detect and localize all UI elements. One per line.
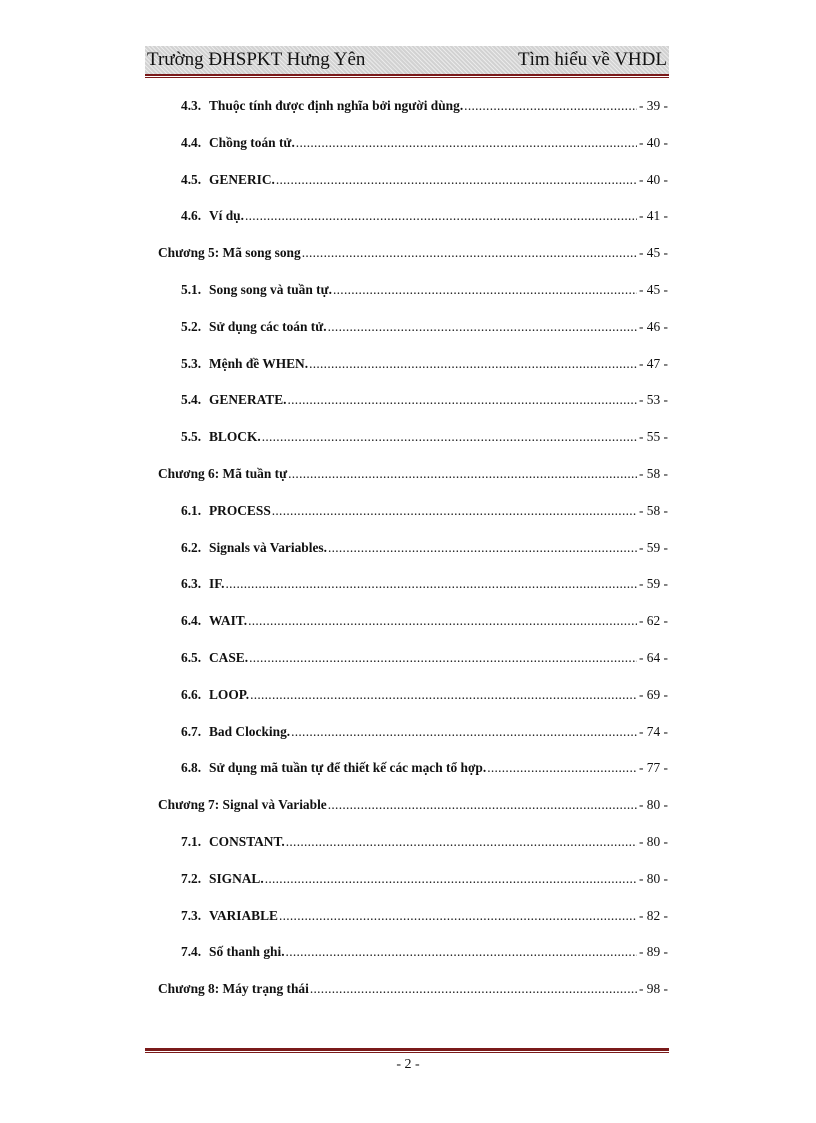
toc-entry-text: SIGNAL. (209, 870, 264, 886)
toc-entry[interactable] (158, 464, 668, 484)
toc-leader-dots (249, 648, 637, 668)
toc-entry-title (181, 96, 463, 116)
toc-entry-title (181, 354, 308, 374)
toc-entry-title (181, 280, 332, 300)
toc-leader-dots (309, 354, 637, 374)
header-divider (145, 74, 669, 78)
toc-entry-page: - 62 - (638, 613, 668, 629)
toc-entry-title (158, 464, 287, 484)
toc-entry-page: - 41 - (638, 208, 668, 224)
toc-entry-number: 4.6. (181, 208, 202, 224)
toc-leader-dots (302, 243, 637, 263)
toc-entry[interactable] (181, 538, 668, 558)
toc-entry-text: Thuộc tính được định nghĩa bởi người dùng. (209, 98, 464, 113)
toc-entry-text: CASE. (209, 650, 249, 665)
toc-entry-number: 5.4. (181, 392, 202, 408)
toc-entry-page: - 40 - (638, 134, 668, 150)
toc-leader-dots (226, 574, 637, 594)
header-document-title: Tìm hiểu về VHDL (518, 49, 667, 70)
toc-leader-dots (250, 685, 637, 705)
toc-entry-title (181, 832, 285, 852)
toc-entry-page: - 59 - (638, 539, 668, 555)
toc-entry-page: - 80 - (638, 797, 668, 813)
toc-entry-title (181, 906, 278, 926)
toc-entry-title (181, 942, 285, 962)
toc-entry-number: 6.2. (181, 539, 202, 555)
toc-entry[interactable] (181, 133, 668, 153)
toc-entry-number: 6.4. (181, 613, 202, 629)
toc-entry-page: - 69 - (638, 686, 668, 702)
toc-entry-title (181, 722, 290, 742)
toc-entry-number: 5.5. (181, 429, 202, 445)
toc-entry-title (181, 390, 287, 410)
toc-entry-text: LOOP. (209, 686, 250, 702)
toc-leader-dots (248, 611, 637, 631)
toc-entry-page: - 58 - (638, 502, 668, 518)
toc-leader-dots (279, 906, 637, 926)
toc-entry-number: 7.4. (181, 944, 202, 960)
toc-entry-page: - 45 - (638, 282, 668, 297)
toc-entry-number: 4.4. (181, 134, 202, 150)
toc-entry-text: Chồng toán tử. (209, 134, 295, 150)
toc-entry-text: WAIT. (209, 613, 248, 629)
toc-entry-page: - 47 - (638, 355, 668, 371)
toc-entry-text: Ví dụ. (209, 208, 244, 224)
toc-entry-number: 4.3. (181, 98, 202, 113)
toc-entry-title (181, 611, 247, 631)
toc-entry-page: - 55 - (638, 429, 668, 445)
toc-entry-number: 7.3. (181, 907, 202, 923)
toc-entry-title (158, 795, 327, 815)
toc-leader-dots (265, 869, 637, 889)
toc-entry[interactable] (181, 869, 668, 889)
toc-leader-dots (464, 96, 637, 116)
toc-entry[interactable] (158, 795, 668, 815)
toc-entry-page: - 82 - (638, 907, 668, 923)
toc-entry-page: - 89 - (638, 944, 668, 960)
toc-entry-page: - 80 - (638, 870, 668, 886)
toc-entry-number: 6.5. (181, 650, 202, 665)
toc-entry[interactable] (181, 758, 668, 778)
toc-entry-text: CONSTANT. (209, 834, 285, 849)
toc-entry-title (181, 427, 261, 447)
toc-entry[interactable] (181, 648, 668, 668)
toc-entry-number: 5.3. (181, 355, 202, 371)
toc-leader-dots (288, 464, 637, 484)
toc-entry-number: 4.5. (181, 171, 202, 187)
toc-entry-text: Sử dụng các toán tử. (209, 318, 327, 334)
toc-entry-title (181, 758, 486, 778)
toc-entry-title (181, 317, 327, 337)
toc-entry-title (181, 869, 264, 889)
toc-entry[interactable] (181, 722, 668, 742)
toc-entry-page: - 64 - (638, 650, 668, 665)
toc-entry[interactable] (181, 427, 668, 447)
toc-leader-dots (291, 722, 637, 742)
toc-leader-dots (328, 317, 637, 337)
toc-entry-number: 6.8. (181, 760, 202, 776)
toc-entry-title (181, 501, 271, 521)
toc-entry-page: - 80 - (638, 834, 668, 849)
page-number: - 2 - (396, 1057, 420, 1072)
toc-entry[interactable] (181, 942, 668, 962)
toc-entry-text: Signals và Variables. (209, 539, 327, 555)
toc-leader-dots (272, 501, 637, 521)
footer-divider (145, 1048, 669, 1053)
toc-entry-page: - 46 - (638, 318, 668, 334)
toc-entry-title (181, 685, 249, 705)
toc-entry-page: - 58 - (638, 466, 668, 481)
toc-entry[interactable] (181, 96, 668, 116)
toc-entry-number: 7.2. (181, 870, 202, 886)
toc-entry-text: Số thanh ghi. (209, 944, 285, 960)
toc-entry-number: 5.1. (181, 282, 202, 297)
toc-entry-text: Chương 7: Signal và Variable (158, 797, 327, 813)
toc-entry-text: Chương 8: Máy trạng thái (158, 981, 309, 997)
toc-entry-page: - 77 - (638, 760, 668, 776)
toc-entry-title (158, 979, 309, 999)
toc-entry-text: GENERATE. (209, 392, 287, 408)
toc-leader-dots (328, 795, 637, 815)
toc-leader-dots (487, 758, 637, 778)
toc-entry-text: Sử dụng mã tuần tự để thiết kế các mạch tổ hợp. (209, 760, 487, 776)
toc-entry[interactable] (181, 206, 668, 226)
toc-entry[interactable] (181, 832, 668, 852)
toc-leader-dots (286, 942, 637, 962)
toc-entry-text: Mệnh đề WHEN. (209, 355, 309, 371)
toc-entry-text: GENERIC. (209, 171, 275, 187)
toc-entry-title (181, 170, 275, 190)
toc-entry-page: - 40 - (638, 171, 668, 187)
toc-entry-number: 6.1. (181, 502, 202, 518)
toc-entry-title (181, 538, 327, 558)
toc-entry-page: - 59 - (638, 576, 668, 592)
toc-entry-title (181, 574, 225, 594)
toc-leader-dots (296, 133, 637, 153)
toc-entry[interactable] (158, 979, 668, 999)
toc-entry-text: Chương 6: Mã tuần tự (158, 466, 288, 481)
toc-leader-dots (333, 280, 637, 300)
toc-entry-text: IF. (209, 576, 225, 592)
running-header (145, 46, 669, 74)
toc-entry-text: PROCESS (209, 502, 271, 518)
toc-entry[interactable] (158, 243, 668, 263)
toc-entry-number: 6.6. (181, 686, 202, 702)
toc-entry-text: VARIABLE (209, 907, 278, 923)
toc-entry-page: - 74 - (638, 723, 668, 739)
toc-entry-page: - 98 - (638, 981, 668, 997)
toc-entry[interactable] (181, 170, 668, 190)
toc-entry-number: 6.7. (181, 723, 202, 739)
toc-entry-number: 6.3. (181, 576, 202, 592)
toc-entry-text: Bad Clocking. (209, 723, 291, 739)
toc-entry-text: Song song và tuần tự. (209, 282, 333, 297)
toc-leader-dots (286, 832, 637, 852)
toc-entry-title (181, 648, 248, 668)
toc-entry-page: - 53 - (638, 392, 668, 408)
toc-entry[interactable] (181, 280, 668, 300)
toc-entry[interactable] (181, 501, 668, 521)
toc-entry[interactable] (181, 317, 668, 337)
toc-entry-page: - 39 - (638, 98, 668, 113)
toc-leader-dots (310, 979, 637, 999)
toc-entry-title (181, 206, 244, 226)
toc-entry[interactable] (181, 574, 668, 594)
toc-entry-text: BLOCK. (209, 429, 261, 445)
toc-entry-number: 5.2. (181, 318, 202, 334)
toc-leader-dots (328, 538, 637, 558)
toc-entry[interactable] (181, 390, 668, 410)
toc-entry-number: 7.1. (181, 834, 202, 849)
toc-leader-dots (288, 390, 637, 410)
toc-leader-dots (245, 206, 637, 226)
toc-entry-page: - 45 - (638, 245, 668, 261)
toc-entry-title (158, 243, 301, 263)
toc-entry[interactable] (181, 906, 668, 926)
toc-leader-dots (262, 427, 637, 447)
toc-leader-dots (276, 170, 637, 190)
toc-entry[interactable] (181, 685, 668, 705)
toc-entry[interactable] (181, 611, 668, 631)
toc-entry[interactable] (181, 354, 668, 374)
header-school-name: Trường ĐHSPKT Hưng Yên (147, 49, 366, 70)
toc-entry-title (181, 133, 295, 153)
toc-entry-text: Chương 5: Mã song song (158, 245, 301, 261)
